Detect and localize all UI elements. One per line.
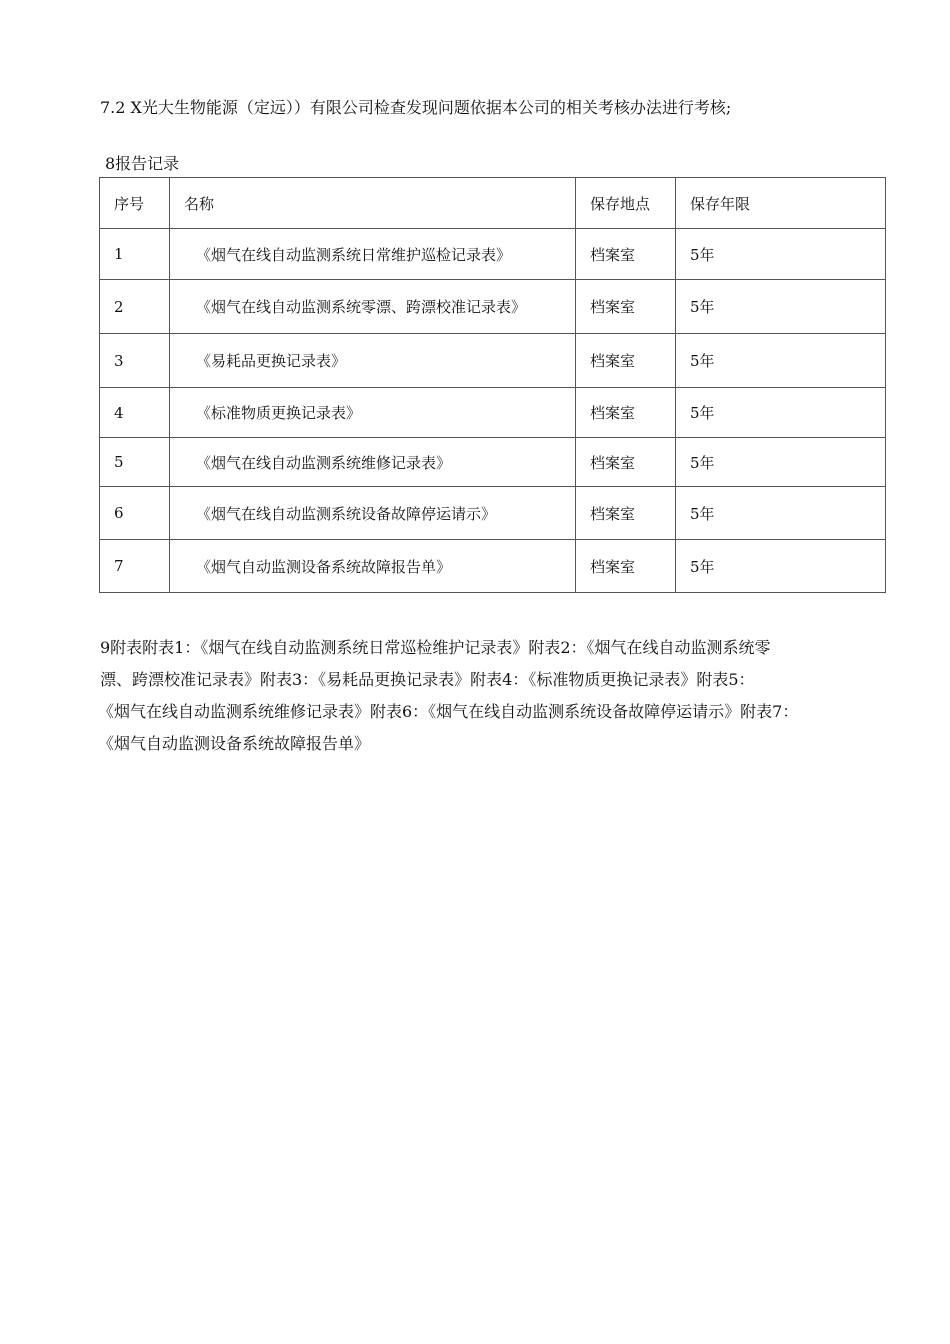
section-8-title: 8报告记录	[105, 154, 180, 173]
row-index: 6	[100, 487, 170, 540]
table-row	[100, 540, 886, 593]
header-name: 名称	[170, 178, 576, 229]
row-location: 档案室	[576, 280, 676, 334]
appendix-line: 漂、跨漂校准记录表》附表3：《易耗品更换记录表》附表4：《标准物质更换记录表》附表5：	[100, 670, 755, 689]
row-index: 7	[100, 540, 170, 593]
row-name: 《烟气在线自动监测系统零漂、跨漂校准记录表》	[170, 280, 576, 334]
row-retention: 5年	[676, 438, 886, 487]
row-name: 《烟气在线自动监测系统维修记录表》	[170, 438, 576, 487]
table-row	[100, 280, 886, 334]
table-row	[100, 334, 886, 388]
header-retention: 保存年限	[676, 178, 886, 229]
row-index: 4	[100, 388, 170, 438]
row-index: 3	[100, 334, 170, 388]
table-row	[100, 438, 886, 487]
row-location: 档案室	[576, 438, 676, 487]
row-name: 《烟气在线自动监测系统日常维护巡检记录表》	[170, 229, 576, 280]
row-location: 档案室	[576, 388, 676, 438]
row-retention: 5年	[676, 540, 886, 593]
table-header-row	[100, 178, 886, 229]
row-retention: 5年	[676, 334, 886, 388]
appendix-line: 《烟气在线自动监测系统维修记录表》附表6：《烟气在线自动监测系统设备故障停运请示》附表7：	[98, 702, 799, 721]
row-index: 2	[100, 280, 170, 334]
header-location: 保存地点	[576, 178, 676, 229]
row-index: 1	[100, 229, 170, 280]
row-retention: 5年	[676, 280, 886, 334]
row-name: 《易耗品更换记录表》	[170, 334, 576, 388]
records-table	[99, 177, 886, 593]
appendix-line: 9附表附表1：《烟气在线自动监测系统日常巡检维护记录表》附表2：《烟气在线自动监测系统零	[100, 638, 771, 657]
header-index: 序号	[100, 178, 170, 229]
row-name: 《标准物质更换记录表》	[170, 388, 576, 438]
table-row	[100, 487, 886, 540]
row-retention: 5年	[676, 487, 886, 540]
table-row	[100, 388, 886, 438]
appendix-line: 《烟气自动监测设备系统故障报告单》	[98, 734, 371, 753]
row-retention: 5年	[676, 229, 886, 280]
row-location: 档案室	[576, 487, 676, 540]
row-location: 档案室	[576, 540, 676, 593]
row-name: 《烟气在线自动监测系统设备故障停运请示》	[170, 487, 576, 540]
row-location: 档案室	[576, 229, 676, 280]
row-retention: 5年	[676, 388, 886, 438]
row-name: 《烟气自动监测设备系统故障报告单》	[170, 540, 576, 593]
table-row	[100, 229, 886, 280]
clause-7-2-paragraph: 7.2 X光大生物能源（定远））有限公司检查发现问题依据本公司的相关考核办法进行考核;	[100, 98, 732, 117]
row-index: 5	[100, 438, 170, 487]
section-9-appendix	[100, 632, 890, 760]
row-location: 档案室	[576, 334, 676, 388]
